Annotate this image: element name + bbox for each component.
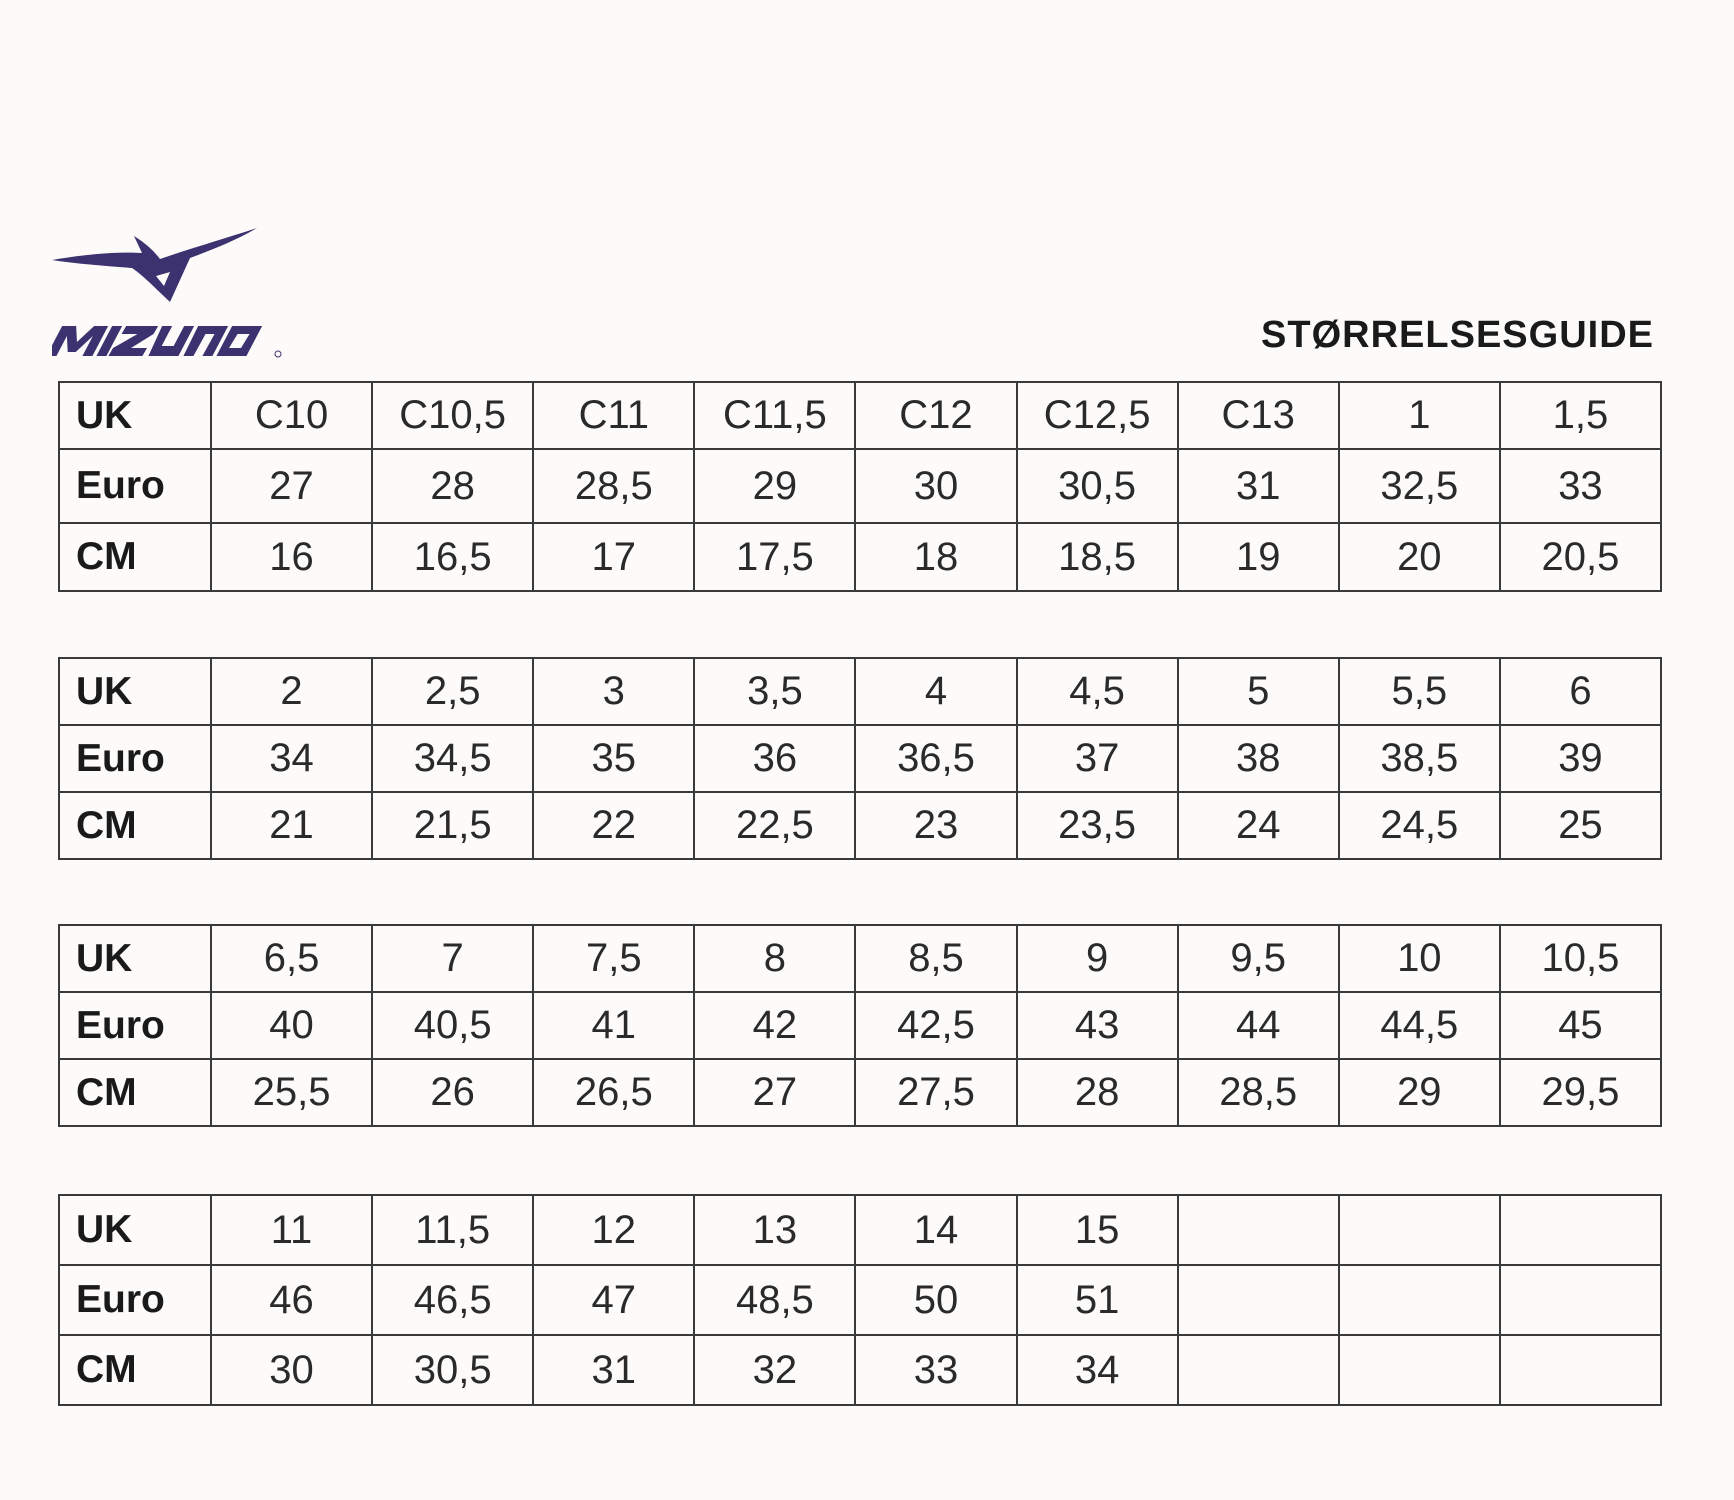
page-title: STØRRELSESGUIDE <box>1261 314 1654 356</box>
empty-size-cell <box>1339 1195 1500 1265</box>
size-cell: 12 <box>533 1195 694 1265</box>
size-cell: 3 <box>533 658 694 725</box>
size-cell: 32,5 <box>1339 449 1500 523</box>
size-cell: 46 <box>211 1265 372 1335</box>
size-table-3 <box>58 924 1662 1127</box>
size-cell: C11 <box>533 382 694 449</box>
size-cell: 9 <box>1017 925 1178 992</box>
size-cell: 1 <box>1339 382 1500 449</box>
size-cell: 26,5 <box>533 1059 694 1126</box>
size-cell: 25 <box>1500 792 1661 859</box>
row-label-uk: UK <box>59 658 211 725</box>
size-cell: 23 <box>855 792 1016 859</box>
size-cell: 40 <box>211 992 372 1059</box>
size-cell: 6 <box>1500 658 1661 725</box>
size-cell: 14 <box>855 1195 1016 1265</box>
size-cell: 4,5 <box>1017 658 1178 725</box>
size-cell: 26 <box>372 1059 533 1126</box>
size-cell: 51 <box>1017 1265 1178 1335</box>
size-cell: 9,5 <box>1178 925 1339 992</box>
size-cell: 16 <box>211 523 372 591</box>
size-cell: 22,5 <box>694 792 855 859</box>
empty-size-cell <box>1178 1335 1339 1405</box>
empty-size-cell <box>1500 1195 1661 1265</box>
size-cell: 27 <box>694 1059 855 1126</box>
size-cell: C13 <box>1178 382 1339 449</box>
size-cell: 28 <box>1017 1059 1178 1126</box>
size-cell: 27,5 <box>855 1059 1016 1126</box>
row-label-euro: Euro <box>59 1265 211 1335</box>
size-row-euro <box>59 992 1661 1059</box>
size-cell: 20,5 <box>1500 523 1661 591</box>
size-row-uk <box>59 658 1661 725</box>
size-cell: C10,5 <box>372 382 533 449</box>
size-cell: 38,5 <box>1339 725 1500 792</box>
size-cell: 42 <box>694 992 855 1059</box>
size-cell: 34,5 <box>372 725 533 792</box>
size-cell: 34 <box>1017 1335 1178 1405</box>
size-cell: 24 <box>1178 792 1339 859</box>
empty-size-cell <box>1500 1335 1661 1405</box>
size-cell: 38 <box>1178 725 1339 792</box>
size-cell: 40,5 <box>372 992 533 1059</box>
size-row-cm <box>59 1335 1661 1405</box>
size-cell: 31 <box>1178 449 1339 523</box>
size-cell: 16,5 <box>372 523 533 591</box>
size-cell: 29 <box>1339 1059 1500 1126</box>
size-cell: 4 <box>855 658 1016 725</box>
size-cell: 36,5 <box>855 725 1016 792</box>
size-cell: 47 <box>533 1265 694 1335</box>
row-label-uk: UK <box>59 382 211 449</box>
row-label-cm: CM <box>59 792 211 859</box>
size-cell: 11,5 <box>372 1195 533 1265</box>
row-label-uk: UK <box>59 1195 211 1265</box>
size-cell: 29,5 <box>1500 1059 1661 1126</box>
size-cell: 20 <box>1339 523 1500 591</box>
row-label-uk: UK <box>59 925 211 992</box>
size-cell: 41 <box>533 992 694 1059</box>
size-table-4 <box>58 1194 1662 1406</box>
size-cell: 34 <box>211 725 372 792</box>
empty-size-cell <box>1500 1265 1661 1335</box>
size-cell: 50 <box>855 1265 1016 1335</box>
row-label-euro: Euro <box>59 725 211 792</box>
size-row-uk <box>59 1195 1661 1265</box>
size-cell: 28,5 <box>1178 1059 1339 1126</box>
size-cell: 18 <box>855 523 1016 591</box>
size-cell: C12,5 <box>1017 382 1178 449</box>
size-cell: 33 <box>855 1335 1016 1405</box>
size-cell: 7 <box>372 925 533 992</box>
empty-size-cell <box>1339 1335 1500 1405</box>
size-cell: 2,5 <box>372 658 533 725</box>
size-row-cm <box>59 1059 1661 1126</box>
size-cell: 36 <box>694 725 855 792</box>
size-cell: 13 <box>694 1195 855 1265</box>
size-cell: 27 <box>211 449 372 523</box>
row-label-euro: Euro <box>59 992 211 1059</box>
size-cell: 30 <box>211 1335 372 1405</box>
size-cell: 15 <box>1017 1195 1178 1265</box>
size-row-cm <box>59 523 1661 591</box>
size-cell: 46,5 <box>372 1265 533 1335</box>
size-cell: 39 <box>1500 725 1661 792</box>
size-row-cm <box>59 792 1661 859</box>
size-cell: 48,5 <box>694 1265 855 1335</box>
size-cell: C12 <box>855 382 1016 449</box>
size-cell: 30,5 <box>372 1335 533 1405</box>
size-row-uk <box>59 382 1661 449</box>
size-cell: 1,5 <box>1500 382 1661 449</box>
empty-size-cell <box>1178 1195 1339 1265</box>
size-cell: 6,5 <box>211 925 372 992</box>
size-cell: 22 <box>533 792 694 859</box>
size-cell: 19 <box>1178 523 1339 591</box>
mizuno-logo <box>52 228 284 362</box>
size-cell: 10,5 <box>1500 925 1661 992</box>
size-cell: 45 <box>1500 992 1661 1059</box>
empty-size-cell <box>1178 1265 1339 1335</box>
size-cell: 33 <box>1500 449 1661 523</box>
row-label-cm: CM <box>59 1335 211 1405</box>
size-cell: 30 <box>855 449 1016 523</box>
size-cell: 5,5 <box>1339 658 1500 725</box>
size-cell: 17,5 <box>694 523 855 591</box>
size-cell: 42,5 <box>855 992 1016 1059</box>
size-cell: 37 <box>1017 725 1178 792</box>
size-cell: 10 <box>1339 925 1500 992</box>
size-cell: 11 <box>211 1195 372 1265</box>
size-cell: 3,5 <box>694 658 855 725</box>
size-cell: C10 <box>211 382 372 449</box>
size-cell: 24,5 <box>1339 792 1500 859</box>
size-cell: 17 <box>533 523 694 591</box>
size-cell: 30,5 <box>1017 449 1178 523</box>
size-cell: 5 <box>1178 658 1339 725</box>
size-cell: 8 <box>694 925 855 992</box>
mizuno-runbird-logo-icon <box>52 228 284 362</box>
empty-size-cell <box>1339 1265 1500 1335</box>
size-cell: 2 <box>211 658 372 725</box>
size-row-euro <box>59 1265 1661 1335</box>
size-cell: 44,5 <box>1339 992 1500 1059</box>
size-cell: 44 <box>1178 992 1339 1059</box>
size-row-euro <box>59 449 1661 523</box>
size-table-2 <box>58 657 1662 860</box>
size-cell: 25,5 <box>211 1059 372 1126</box>
size-cell: 7,5 <box>533 925 694 992</box>
size-cell: 18,5 <box>1017 523 1178 591</box>
size-row-euro <box>59 725 1661 792</box>
size-cell: 23,5 <box>1017 792 1178 859</box>
size-cell: 21,5 <box>372 792 533 859</box>
size-cell: 43 <box>1017 992 1178 1059</box>
size-cell: 29 <box>694 449 855 523</box>
size-cell: 28 <box>372 449 533 523</box>
size-cell: 21 <box>211 792 372 859</box>
row-label-cm: CM <box>59 1059 211 1126</box>
size-row-uk <box>59 925 1661 992</box>
row-label-euro: Euro <box>59 449 211 523</box>
size-table-1 <box>58 381 1662 592</box>
size-cell: 8,5 <box>855 925 1016 992</box>
size-cell: 35 <box>533 725 694 792</box>
size-cell: 31 <box>533 1335 694 1405</box>
size-cell: 28,5 <box>533 449 694 523</box>
size-cell: 32 <box>694 1335 855 1405</box>
row-label-cm: CM <box>59 523 211 591</box>
size-cell: C11,5 <box>694 382 855 449</box>
